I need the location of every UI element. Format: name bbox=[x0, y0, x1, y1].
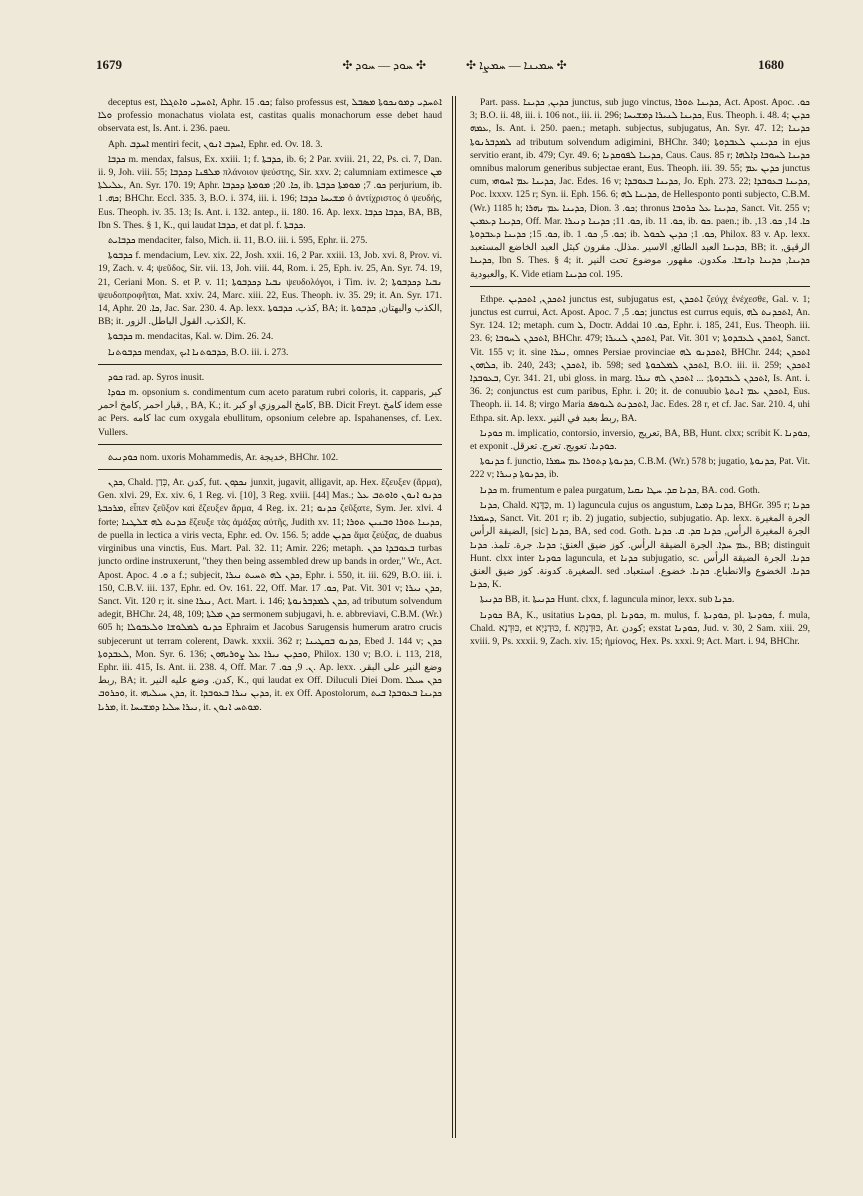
entry-paragraph: ܟܕܒܐ m. mendax, falsus, Ex. xxiii. 1; f. ܟܕܒܬܐ, ib. 6; 2 Par. xviii. 21, 22, Ps. ci. 7, Dan. ii. 9, Joh. viii. 55; ܡܠܦܢܐ ܕܟܕܒܐ πλάνοιον ψεύστης, Sir. xxv. 2; calumniam extimesce ܡܢ ܥܠܝܠܬܐ, An. Syr. 170. 19; Aphr. ܟܐ. 20; ܡܘܡܬܐ ܕܟܕܒܐ, ib. ܟܘ. 7; ܡܘܡܬܐ ܟܕܒܬܐ perjurium, ib. ܟܗ. 1; BHChr. Eccl. 335. 3, B.O. i. 374, iii. i. 196; ܡܫܝܚܐ ܟܕܒܐ ὁ ἀντίχριστος ὁ ψευδής, Eus. Theoph. iv. 35. 13; Is. Ant. i. 132. antep., ii. 180. 16. Ap. lexx. ܟܕܒܐ ܟܕܒܐ, BA, BB, Ibn S. Thes. § 1, K., qui laudat ܟܕܒܐ, et dat pl. f. ܟܕܒܬܐ. bbox=[98, 153, 442, 231]
entry-paragraph: ܟܘܕܢܐ m. implicatio, contorsio, inversio, تعريج, BA, BB, Hunt. clxx; scribit K. ܟܘܕܢܐ, et exponit .ܟܘܕܢܐ. تعويج. تعرج. تعرقل. bbox=[470, 427, 810, 453]
entry-paragraph: ܟܕܢܘܬܐ f. junctio, ܟܕܢܘܬܐ ܕܬܘܪܐ ܥܡ ܚܡܪܐ, C.B.M. (Wr.) 578 b; jugatio, ܟܕܢܘܬܐ, Pat. Vit. 222 v; ܟܕܢܘܬܐ ܕܢܝܪܐ, ib. bbox=[470, 456, 810, 481]
entry-paragraph: ܟܘܕܢܝܬ nom. uxoris Mohammedis, Ar. خديجة, BHChr. 102. bbox=[108, 451, 339, 463]
entry-paragraph: Part. pass. ܟܕܝܢ, ܟܕܝܢܐ junctus, sub jugo vinctus, ܟܕܝܢܐ ܬܘܪܐ, Act. Apost. Apoc. ܟܘ. 3; B.O. ii. 48, iii. i. 106 not., iii. ii. 296; ܟܕܝܢܐ ܠܢܝܪܐ ܕܡܫܝܚܐ, Eus. Theoph. i. 48. 4; ܟܕܝܢ ܥܡܗ, Is. Ant. i. 250. paen.; metaph. subjectus, subjugatus, An. Syr. 47. 12; ܟܕܝܢܐ ܠܡܕܒܪܢܘܬܐ ad tributum solvendum adigimini, BHChr. 340; ܟܕܝܢܝܢ ܠܥܒܕܘܬܐ in ejus servitio erant, ib. 479; Cyr. 49. 6; ܟܕܝܢܐ ܠܦܘܩܕܢܐ, Caus. Caus. 85 r; ܟܕܝܢܐ ܠܚܘܒܐ ܕܐܠܗܐ omnibus malorum generibus subjectae erant, Eus. Theoph. iii. 39. 55; ܟܕܝܢ ܥܡ junctus cum, ܟܕܝܢܐ ܥܡ ܐܚܘܗܝ, Jac. Edes. 16 v; ܟܕܝܢܐ ܒܥܘܒܕܐ, Jo. Eph. 273. 22; ܟܕܝܢܐ ܒܥܘܒܕܐ, Poc. lxxxv. 125 r; Syn. ii. Eph. 156. 6; ܟܕܝܢܐ ܠܗ, de Hellesponto ponti subjecto, C.B.M. (Wr.) 1185 h; ܟܕܝܢܐ ܥܡ ܢܗܪܐ, Dion. ܟܘ. 3; thronus ܟܕܝܢܐ ܥܠ ܟܪܘܒܐ, Sanct. Vit. 255 v; ܟܕܝܢܐ ܕܥܡܝܢ, Off. Mar. ܟܘ. 11; ܟܕܝܢܐ ܕܢܝܪܐ, ib. ܟܘ. 11, ib. ܟܘ. paen.; ib. ܟܐ. 14, ܟܘ. 13, ܟܘ. 15; ܟܕܝܢܐ ܕܥܒܕܘܬܐ, ib. ܟܘ. 5, ܟܘ. 1; ib. ܟܘ. 1; ܟܕܝܢ ܠܟܘܠ, Philox. 83 v. Ap. lexx. ܟܕܝܢܐ العبد الطائع, الاسير .مذلل. مقرون كبثل العبد الخاضع المستعبد, BB; it. الرقيق, ܟܕܝܢܐ, Ibn S. Thes. § 4; it. ܟܕܝܢܐ, ܟܕܝܢܐ ܕܐܢܫܐ. مكدون. مقهور. موضوع تحت النير والعبودية, K. Vide etiam ܟܕܝܢܐ col. 195. bbox=[470, 97, 810, 280]
left-running-title: ✣ ܚܘܕ — ܚܘܕ ✣ bbox=[342, 57, 426, 72]
entry-paragraph: ܟܕܒܐܝܬ mendaciter, falso, Mich. ii. 11, B.O. iii. i. 595, Ephr. ii. 275. bbox=[108, 235, 368, 247]
entry-paragraph: Aph. ܐܚܕܒ mentiri fecit, ܐܚܕܒ ܐܢܘܢ, Ephr. ed. Ov. 18. 3. bbox=[108, 138, 323, 150]
entry-paragraph: ܟܕܢܐ m. frumentum e palea purgatum, ܟܕܢܐ ܩܕ. ܚܛܐ ܢܩܝܐ, BA. cod. Goth. bbox=[480, 484, 760, 496]
entry-paragraph: ܟܘܕ rad. ap. Syros inusit. bbox=[108, 371, 205, 383]
entry-paragraph: ܟܕܒܘܬܐ m. mendacitas, Kal. w. Dim. 26. 24. bbox=[108, 331, 274, 343]
section-divider bbox=[470, 286, 810, 287]
column-rule bbox=[452, 96, 453, 1138]
entry-paragraph: ܟܕܒܘܬܐ f. mendacium, Lev. xix. 22, Josh. xxii. 16, 2 Par. xxiii. 13, Job. xvi. 8, Prov. vi. 19, Zach. v. 4; ψεῦδος, Sir. vii. 13, Joh. viii. 44, Rom. i. 25, Eph. iv. 25, An. Syr. 74. 19, 21, Ceriani Mon. S. et P. v. 11; ܢܒܝܐ ܕܟܕܒܘܬܐ ψευδολόγοι, i Tim. iv. 2; ܢܒܝܐ ܕܟܕܒܘܬܐ ψευδοπροφῆται, Mat. xxiv. 24, Marc. xiii. 22, Eus. Theoph. iv. 35. 29; it. An. Syr. 171. 14, Aphr. ܟܐ. 20, Jac. Sar. 230. 4. Ap. lexx. كذب. ܟܕܒܘܬܐ, BA; it. الكذب والبهتان, ܟܕܒܘܬܐ, BB; it. الكذب. القول الباطل. الزور, K. bbox=[98, 250, 442, 328]
entry-paragraph: ܟܘܕܢܐ BA, K., usitatius ܟܘܕܢܐ, pl. ܟܘܕܢܐ, m. mulus, f. ܟܘܕܢܬܐ, pl. ܟܘܕܢܬܐ, f. mula, Chald. כּוּדְנָא, et כּוּדַנְיָא, f. כּוּדַנְתָּא, Ar. كودن; exstat ܟܘܕܢܐ, Jud. v. 30, 2 Sam. xiii. 29, xviii. 9, Ps. xxxii. 9, Zach. xiv. 15; ἡμίονος, Hex. Ps. xxxi. 9; Act. Mart. i. 94, BHChr. bbox=[470, 609, 810, 647]
right-page-number: 1680 bbox=[758, 57, 784, 72]
right-column bbox=[470, 96, 810, 1138]
column-rule-inner bbox=[455, 96, 456, 1138]
entry-paragraph: ܟܕܢܝܬܐ BB, it. ܟܕܢܝܬܐ Hunt. clxx, f. laguncula minor, lexx. sub ܟܕܢܐ. bbox=[480, 594, 735, 606]
section-divider bbox=[98, 444, 442, 445]
entry-paragraph: deceptus est, ܐܬܚܕܝ ܘܐܬܓܠܐ, Aphr. ܟܘ. 15; falso professus est, ܐܬܚܕܝ ܕܡܘܢܟܘܬܐ ܡܣܒܠ ܘܠܐ professio monachatus violata est, castitas qualis monachorum esse debet haud observata est, Is. Ant. i. 236. paeu. bbox=[98, 97, 442, 135]
left-page-header bbox=[96, 50, 426, 80]
left-page-number: 1679 bbox=[96, 57, 122, 72]
entry-paragraph: ܟܕܢ, Chald. כְּדַן, Ar. كدن, fut. ܢܟܕܘܢ junxit, jugavit, alligavit, ap. Hex. ἔζευξεν (ἅρμα), Gen. xlvi. 29, Ex. xiv. 6, 1 Reg. vi. [10], 3 Reg. xviii. [44] Mas.; ܟܕܢܘ ܐܢܘܢ ܘܐܘܬܒ ܥܠ ܡܪܟܒܬܐ, εἶπεν ζεῦξον καὶ ἔζευξεν ἅρμα, 4 Reg. ix. 21; ܟܕܢܘ ζεῦξατε, Sym. Jer. xlvi. 4 forte; ܟܕܢܬ ܠܗ ܫܠܛܢܐ ἔζευξε τὰς ἁμάξας αὐτῆς, Judith xv. 11; ܟܕܝܢܐ ܬܘܪܐ ܘܒܢܝܢ ܬܘܪܐ, de puella in lectica a viris vecta, Ephr. ed. Ov. 156. 5; adde ܟܕܝܢ ἅμα ζεύξας, de duabus virginibus una vinctis, Eus. Mart. Pal. 32. 11; Amir. 226; metaph. ܒܥܘܒܕܐ ܟܕܢ turbas juncto ordine instruxerunt, "they then being assembled drew up bands in order," Wr., Act. Apost. Apoc. ܘ. 4 a f.; subjecit, ܟܕܢ ܠܗ ܬܚܝܬ ܢܝܪܐ, Ephr. i. 550, it. iii. 629, B.O. iii. i. 150, C.B.V. iii. 137, Ephr. ed. Ov. 161. 22, Off. Mar. ܟܘ. 17, Pat. Vit. 301 v; ܟܕܢ ܢܝܪܐ, Sanct. Vit. 120 r; it. sine ܢܝܪܐ, Act. Mart. i. 146; ܟܕܢ ܠܡܕܒܪܢܘܬܐ, ad tributum solvendum adegit, BHChr. 24, 48, 109; ܟܕܢ ܡܠܬܐ sermonem subjugavi, h. e. abbreviavi, C.B.M. (Wr.) 605 h; ܟܕܢܘ ܠܡܠܘܫܐ ܘܠܥܒܘܠܐ Ephraim et Jacobus Sarugensis humerum aratro crucis subjecerunt ut terram colerent, Dawk. xxxii. 362 r; ܟܕܢܘ ܒܩܛܝܢܐ, Ebed J. 144 v; ܟܕܢ ܠܥܒܕܘܬܐ, Mon. Syr. 6. 136; ܘܟܕܝܢ ܢܝܪܐ ܥܠ ܨܘܪܝܗܘܢ, Philox. 130 v; B.O. i. 113, 218, Ephr. iii. 415, Is. Ant. ii. 238. 4, Off. Mar. ܢ. 9, ܟܘ. 7. Ap. lexx. وضع النير على البقر. ربط, BA; it. كدن. وضع عليه النير, K., qui laudat ex Off. Diluculi Diei Dom. ܟܕܢ ܚܝܠܐ ܘܟܪܘܒ, it. ܟܕܢ ܚܝܠܝܗܝ, it. ܟܕܝܢ ܢܝܪܐ ܒܥܘܒܕܐ, it. ex Off. Apostolorum, ܟܕܝܢܐ ܒܥܘܒܕܐ ܒܝܬ ܡܪܝܐ, it. ܢܝܪܐ ܚܠܝܐ ܕܡܫܝܚܐ, it. ܡܘܬܚ ܐܢܘܢ. bbox=[98, 477, 442, 713]
entry-paragraph: ܟܘܕܐ m. opsonium s. condimentum cum aceto paratum rubri coloris, it. capparis, كبر ,قبار احمر ,كامخ احمر , BA, K.; it. كامخ المروزي او كبر, BB. Dicit Freyt. كامخ idem esse ac Pers. کامه lac cum oxygala ebullitum, opsonium celebre ap. Ispahanenses, cf. Lex. Vullers. bbox=[98, 387, 442, 438]
right-page-header bbox=[466, 50, 784, 80]
right-running-title: ✣ ܚܡܝܢܐ — ܚܡܨܐ ✣ bbox=[466, 57, 567, 72]
left-column bbox=[98, 96, 442, 1138]
section-divider bbox=[98, 364, 442, 365]
entry-paragraph: Ethpe. ܐܬܟܕܢ, ܐܬܟܕܝܢ junctus est, subjugatus est, ܐܬܟܕܢ ζεύγχ ἐνέχεσθε, Gal. v. 1; junctus est currui, Act. Apost. Apoc. ܟܘ. 5, 7; junctus est currus equis, ܐܬܟܕܢܬ ܠܗ, An. Syr. 124. 12; metaph. cum ܠ, Doctr. Addai ܟܘ. 10, Ephr. i. 185, 241, Eus. Theoph. iii. 23. 6; ܐܬܟܕܢ ܠܚܘܒܐ, BHChr. 479; ܐܬܟܕܢ ܠܢܝܪܐ, Pat. Vit. 301 v; ܐܬܟܕܢ ܠܥܒܕܘܬܐ, Sanct. Vit. 155 v; it. sine ܢܝܪܐ, omnes Persiae provinciae ܐܬܟܕܢܘ ܠܗ, BHChr. 244; ܐܬܟܕܢ ܟܠܗܘܢ, ib. 240, 243; ܐܬܟܕܢ, ib. 598; sed ܐܬܟܕܢ ܠܡܠܟܘܬܐ, B.O. iii. ii. 259; ܐܬܟܕܢ ܒܥܘܒܕܐ, Cyr. 341. 21, ubi gloss. in marg. ܐܬܟܕܢ ܠܥܒܕܘܬܐ; ... ܐܬܟܕܢ ܠܗ ܢܝܪܐ, Is. Ant. i. 36. 2; conjunctus est cum paribus, Ephr. i. 20; it. de conuubio ܐܬܟܕܢ ܥܡ ܐܢܬܬܐ, Eus. Theoph. ii. 14. 8; virgo Maria ܐܬܟܕܢܬ ܠܝܘܣܦ, Jac. Edes. 28 r, et cf. Jac. Sar. 210. 4, uhi Ethpa. sit. Ap. lexx. ربط بعبد في النير, BA. bbox=[470, 293, 810, 424]
section-divider bbox=[98, 469, 442, 470]
entry-paragraph: ܟܕܢܐ, Chald. כַּדָּנָא, m. 1) laguncula cujus os angustum, ܟܕܢܐ ܕܡܝܐ, BHGr. 395 r; ܟܕܢܐ ܕܚܡܪܐ, Sanct. Vit. 201 r; ib. 2) jugatio, subjectio, subjugatio. Ap. lexx. الجرة المغيرة الضيقة الرأس, [sic] ܟܕܢܐ, BA, sed cod. Goth. الجرة المغيرة الرأس, ܟܕܢܐ ܩܕ. ܩ. ܟܕܢܐ ܥܡ ܚܕܐ. الجرة الضيقة الرأس. كوز ضيق العنق; ܟܕܢܐ. جرة. تلمذ. ܟܕܢܐ, BB; distinguit Hunt. clxx inter ܟܘܕܢܐ laguncula, et ܟܕܢܐ subjugatio, sc. ܟܕܢܐ. الجرة الضيقة الرأس الصغيرة. كدونة. كوز ضيق العنق. sed ܟܕܢܐ. الخضوع والانطباع. ܟܕܢܐ. خضوع. استعباد. ܟܕܢܐ, K. bbox=[470, 499, 810, 591]
entry-paragraph: ܟܕܒܘܬܢܐ mendax, ܟܕܒܘܬܢܐ ܐܝܟ, B.O. iii. i. 273. bbox=[108, 346, 289, 358]
